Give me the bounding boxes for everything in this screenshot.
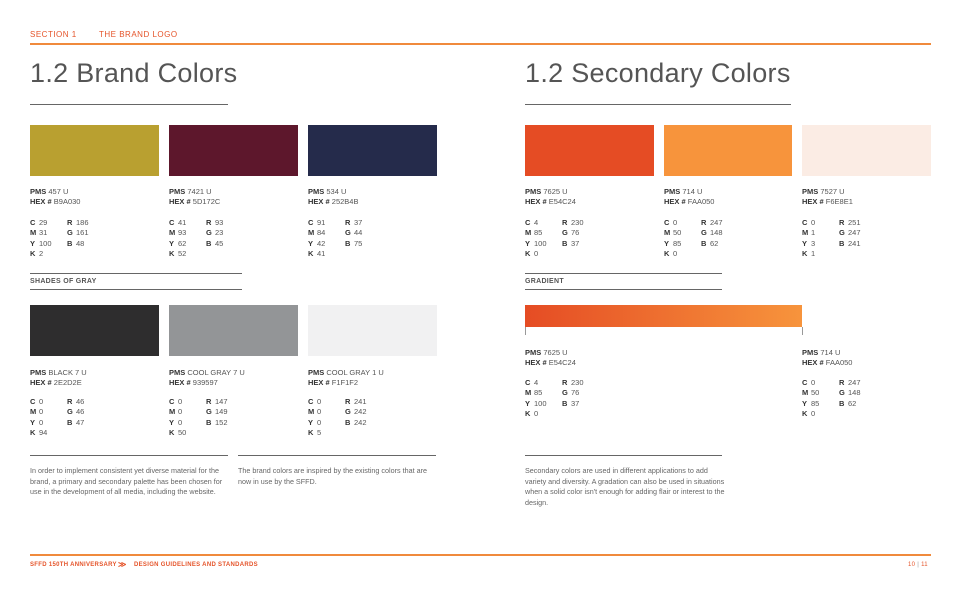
gray-color-info: PMS BLACK 7 U HEX # 2E2D2E xyxy=(30,368,87,387)
swatch-cool-gray-1u xyxy=(308,305,437,356)
title-rule xyxy=(30,104,228,105)
gradient-rule-top xyxy=(525,273,722,274)
para-rule-mid xyxy=(238,455,436,456)
secondary-color-info: PMS 7527 U HEX # F6E8E1 xyxy=(802,187,853,206)
gradient-start-values: C 4 R 230 M 85 G 76 Y 100 B 37 K 0 xyxy=(525,378,584,418)
brand-color-values: C 29 R 186 M 31 G 161 Y 100 B 48 K 2 xyxy=(30,218,89,258)
swatch-7625u xyxy=(525,125,654,176)
footer-guidelines: DESIGN GUIDELINES AND STANDARDS xyxy=(134,562,258,568)
gradient-start-info: PMS 7625 U HEX # E54C24 xyxy=(525,348,576,367)
secondary-paragraph: Secondary colors are used in different applications to add variety and diversity. A gradation can also be used in situations when a solid color isn't enough for adding flair or interest to the design. xyxy=(525,466,725,507)
swatch-7527u xyxy=(802,125,931,176)
secondary-color-info: PMS 714 U HEX # FAA050 xyxy=(664,187,715,206)
gradient-rule-bottom xyxy=(525,289,722,290)
swatch-714u xyxy=(664,125,792,176)
double-chevron-icon: ≫ xyxy=(118,560,127,569)
secondary-colors-title: 1.2 Secondary Colors xyxy=(525,58,791,88)
brand-color-info: PMS 7421 U HEX # 5D172C xyxy=(169,187,221,206)
brand-colors-title: 1.2 Brand Colors xyxy=(30,58,238,88)
inspiration-paragraph: The brand colors are inspired by the existing colors that are now in use by the SFFD. xyxy=(238,466,427,486)
page-number-left: 10 xyxy=(908,562,916,568)
grays-rule-bottom xyxy=(30,289,242,290)
secondary-color-values: C 0 R 247 M 50 G 148 Y 85 B 62 K 0 xyxy=(664,218,723,258)
swatch-7421u xyxy=(169,125,298,176)
grays-rule-top xyxy=(30,273,242,274)
gradient-end-values: C 0 R 247 M 50 G 148 Y 85 B 62 K 0 xyxy=(802,378,861,418)
gray-color-values: C 0 R 147 M 0 G 149 Y 0 B 152 K 50 xyxy=(169,397,228,437)
swatch-cool-gray-7u xyxy=(169,305,298,356)
secondary-color-values: C 4 R 230 M 85 G 76 Y 100 B 37 K 0 xyxy=(525,218,584,258)
footer-anniversary: SFFD 150TH ANNIVERSARY xyxy=(30,562,117,568)
header-rule xyxy=(30,43,931,45)
gray-color-info: PMS COOL GRAY 1 U HEX # F1F1F2 xyxy=(308,368,384,387)
page-numbers xyxy=(908,562,928,568)
shades-of-gray-label: SHADES OF GRAY xyxy=(30,278,97,285)
page-number-right: 11 xyxy=(921,562,928,568)
footer-rule xyxy=(30,554,931,556)
brand-color-values: C 41 R 93 M 93 G 23 Y 62 B 45 K 52 xyxy=(169,218,224,258)
gradient-label: GRADIENT xyxy=(525,278,564,285)
swatch-black-7u xyxy=(30,305,159,356)
gray-color-values: C 0 R 46 M 0 G 46 Y 0 B 47 K 94 xyxy=(30,397,85,437)
gray-color-info: PMS COOL GRAY 7 U HEX # 939597 xyxy=(169,368,245,387)
gray-color-values: C 0 R 241 M 0 G 242 Y 0 B 242 K 5 xyxy=(308,397,367,437)
gradient-tick-end xyxy=(802,327,803,335)
swatch-534u xyxy=(308,125,437,176)
brand-color-info: PMS 534 U HEX # 252B4B xyxy=(308,187,359,206)
page-separator: | xyxy=(917,562,920,568)
gradient-tick-start xyxy=(525,327,526,335)
swatch-457u xyxy=(30,125,159,176)
gradient-end-info: PMS 714 U HEX # FAA050 xyxy=(802,348,853,367)
intro-paragraph: In order to implement consistent yet diverse material for the brand, a primary and secondary palette has been chosen for use in the development of all media, including the website. xyxy=(30,466,223,496)
title-rule xyxy=(525,104,791,105)
brand-color-values: C 91 R 37 M 84 G 44 Y 42 B 75 K 41 xyxy=(308,218,363,258)
secondary-color-values: C 0 R 251 M 1 G 247 Y 3 B 241 K 1 xyxy=(802,218,861,258)
section-title: THE BRAND LOGO xyxy=(99,30,178,39)
para-rule-right xyxy=(525,455,722,456)
para-rule-left xyxy=(30,455,228,456)
brand-color-info: PMS 457 U HEX # B9A030 xyxy=(30,187,81,206)
secondary-color-info: PMS 7625 U HEX # E54C24 xyxy=(525,187,576,206)
section-label: SECTION 1 xyxy=(30,30,77,39)
gradient-bar xyxy=(525,305,802,327)
